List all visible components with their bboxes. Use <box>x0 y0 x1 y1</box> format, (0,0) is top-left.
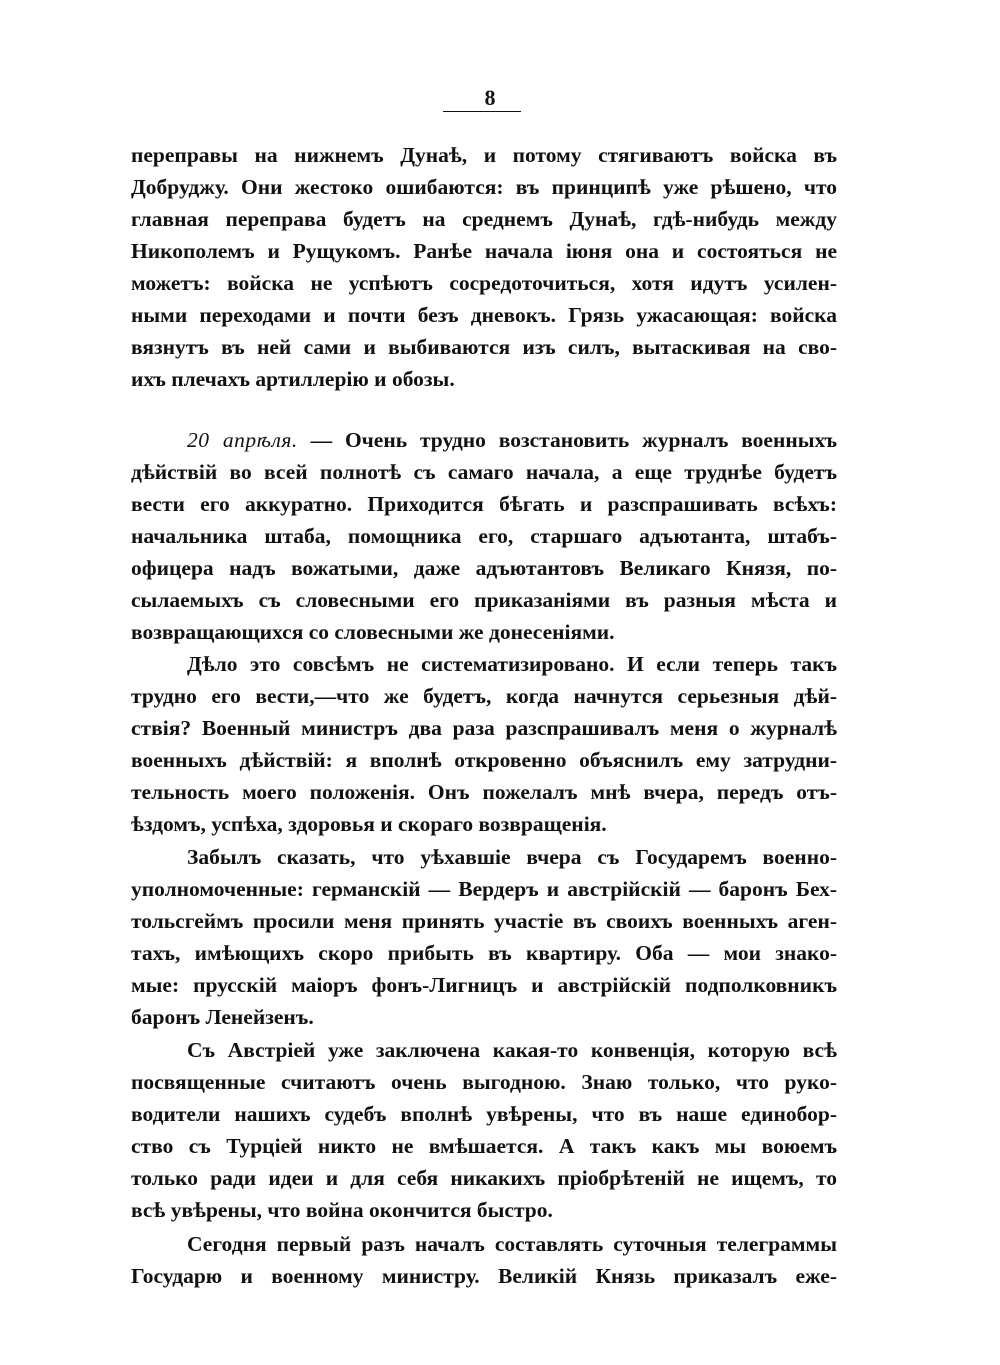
text-line: начальника штаба, помощника его, старшаго адъютанта, штабъ- <box>131 524 837 548</box>
text-line: ствiя? Военный министръ два раза разспрашивалъ меня о журналѣ <box>131 716 837 740</box>
page-number: 8 <box>484 85 496 110</box>
text-line: посвященные считаютъ очень выгодною. Знаю только, что руко- <box>131 1070 837 1094</box>
text-line: тельность моего положенiя. Онъ пожелалъ мнѣ вчера, передъ отъ- <box>131 780 837 804</box>
text-line: Сегодня первый разъ началъ составлять суточныя телеграммы <box>187 1232 837 1256</box>
text-line: тольсгеймъ просили меня принять участiе въ своихъ военныхъ аген- <box>131 909 837 933</box>
text-line: Добруджу. Они жестоко ошибаются: въ принципѣ уже рѣшено, что <box>131 175 837 199</box>
entry-first-line-text: — Очень трудно возстановить журналъ военныхъ <box>297 428 838 452</box>
text-line: водители нашихъ судебъ вполнѣ увѣрены, что въ наше единобор- <box>131 1102 837 1126</box>
text-line: Государю и военному министру. Великiй Князь приказалъ еже- <box>131 1264 837 1288</box>
text-line: уполномоченные: германскiй — Вердеръ и австрiйскiй — баронъ Бех- <box>131 877 837 901</box>
page-number-rule <box>443 111 521 112</box>
text-line: сылаемыхъ съ словесными его приказанiями въ разныя мѣста и <box>131 588 837 612</box>
text-line: главная переправа будетъ на среднемъ Дунаѣ, гдѣ-нибудь между <box>131 207 837 231</box>
text-line: офицера надъ вожатыми, даже адъютантовъ Великаго Князя, по- <box>131 556 837 580</box>
text-line: ными переходами и почти безъ дневокъ. Грязь ужасающая: войска <box>131 303 837 327</box>
text-line: ихъ плечахъ артиллерiю и обозы. <box>131 367 455 391</box>
text-line: Никополемъ и Рущукомъ. Ранѣе начала iюня она и состояться не <box>131 239 837 263</box>
text-line: мые: прусскiй маiоръ фонъ-Лигницъ и австрiйскiй подполковникъ <box>131 973 837 997</box>
text-line: вести его аккуратно. Приходится бѣгать и разспрашивать всѣхъ: <box>131 492 837 516</box>
text-line: Дѣло это совсѣмъ не систематизировано. И если теперь такъ <box>187 652 837 676</box>
text-line: дѣйствiй во всей полнотѣ съ самаго начала, а еще труднѣе будетъ <box>131 460 837 484</box>
diary-entry-first-line <box>187 425 837 455</box>
text-line: военныхъ дѣйствiй: я вполнѣ откровенно объяснилъ ему затрудни- <box>131 748 837 772</box>
text-line: только ради идеи и для себя никакихъ прiобрѣтенiй не ищемъ, то <box>131 1166 837 1190</box>
entry-date: 20 апрѣля. <box>187 428 298 452</box>
text-line: можетъ: войска не успѣютъ сосредоточиться, хотя идутъ усилен- <box>131 271 837 295</box>
text-line: всѣ увѣрены, что война окончится быстро. <box>131 1198 553 1222</box>
text-line: Съ Австрiей уже заключена какая-то конвенцiя, которую всѣ <box>187 1038 837 1062</box>
text-line: тахъ, имѣющихъ скоро прибыть въ квартиру. Оба — мои знако- <box>131 941 837 965</box>
text-line: Забылъ сказать, что уѣхавшiе вчера съ Государемъ военно- <box>187 845 837 869</box>
text-line: баронъ Ленейзенъ. <box>131 1005 314 1029</box>
text-line: трудно его вести,—что же будетъ, когда начнутся серьезныя дѣй- <box>131 684 837 708</box>
text-line: ѣздомъ, успѣха, здоровья и скораго возвращенiя. <box>131 812 607 836</box>
text-line: переправы на нижнемъ Дунаѣ, и потому стягиваютъ войска въ <box>131 143 837 167</box>
text-line: возвращающихся со словесными же донесенiями. <box>131 620 615 644</box>
text-line: вязнутъ въ ней сами и выбиваются изъ силъ, вытаскивая на сво- <box>131 335 837 359</box>
text-line: ство съ Турцiей никто не вмѣшается. А такъ какъ мы воюемъ <box>131 1134 837 1158</box>
